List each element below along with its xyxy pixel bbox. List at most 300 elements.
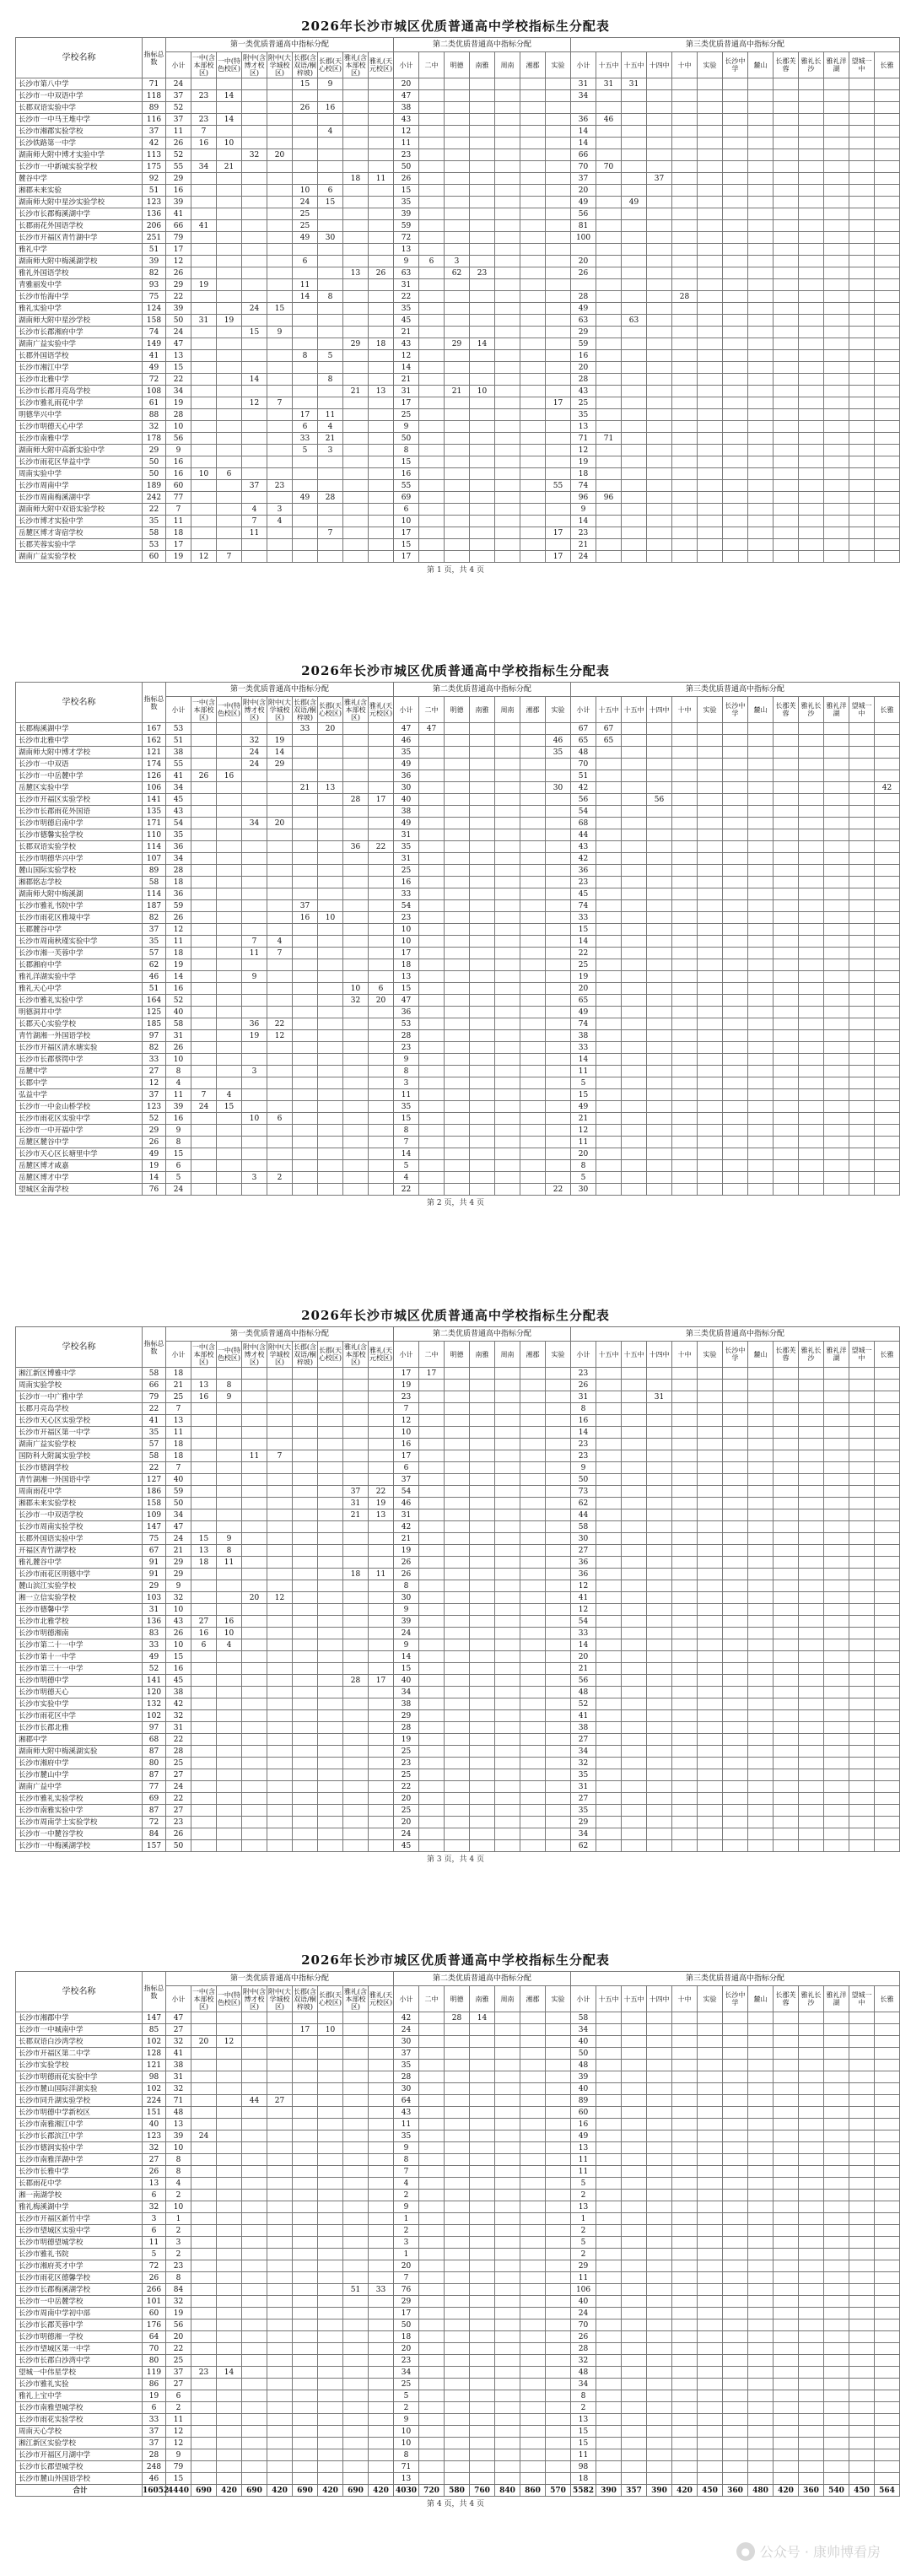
quota-cell: 17 xyxy=(546,397,571,409)
quota-cell xyxy=(875,2296,900,2308)
quota-cell xyxy=(369,971,394,983)
header-column: 南雅 xyxy=(470,1986,495,2012)
quota-cell xyxy=(774,1639,799,1651)
quota-cell xyxy=(495,1509,520,1521)
quota-cell xyxy=(520,2178,546,2190)
quota-cell xyxy=(875,2249,900,2260)
quota-cell xyxy=(293,2260,318,2272)
quota-cell: 23 xyxy=(191,114,217,126)
quota-cell xyxy=(698,1710,723,1722)
quota-cell xyxy=(799,173,824,185)
quota-cell xyxy=(596,1172,622,1184)
quota-cell xyxy=(470,2166,495,2178)
table-row xyxy=(16,1066,900,1077)
quota-cell xyxy=(242,232,267,244)
quota-cell xyxy=(318,924,343,936)
school-name-cell: 长沙市雅礼实验中学 xyxy=(16,995,143,1007)
quota-cell xyxy=(774,1710,799,1722)
quota-cell xyxy=(849,114,875,126)
quota-cell xyxy=(520,1148,546,1160)
quota-cell xyxy=(647,924,672,936)
quota-cell xyxy=(470,350,495,362)
quota-cell xyxy=(445,806,470,818)
quota-cell: 36 xyxy=(343,841,369,853)
quota-cell xyxy=(748,409,774,421)
quota-cell xyxy=(799,1172,824,1184)
quota-cell xyxy=(622,1030,647,1042)
school-name-cell: 长沙市湘府英才中学 xyxy=(16,2260,143,2272)
quota-cell xyxy=(343,185,369,197)
quota-cell xyxy=(495,948,520,959)
quota-cell xyxy=(419,1415,445,1427)
quota-cell xyxy=(369,350,394,362)
quota-cell xyxy=(774,1066,799,1077)
quota-cell: 5 xyxy=(571,1172,596,1184)
quota-cell xyxy=(242,102,267,114)
quota-cell xyxy=(774,1403,799,1415)
total-cell: 101 xyxy=(143,2296,166,2308)
quota-cell xyxy=(318,1403,343,1415)
total-cell: 29 xyxy=(143,1125,166,1137)
quota-cell xyxy=(369,2012,394,2024)
quota-cell xyxy=(875,1403,900,1415)
quota-cell xyxy=(774,2107,799,2119)
quota-cell xyxy=(369,78,394,90)
quota-cell: 6 xyxy=(217,468,242,480)
quota-cell xyxy=(698,1734,723,1746)
quota-cell xyxy=(495,2213,520,2225)
quota-cell xyxy=(799,1101,824,1113)
quota-cell xyxy=(267,114,293,126)
total-cell: 109 xyxy=(143,1509,166,1521)
total-cell: 85 xyxy=(143,2024,166,2036)
school-name-cell: 雅礼麓谷中学 xyxy=(16,1557,143,1569)
quota-cell xyxy=(596,516,622,527)
quota-cell xyxy=(875,1687,900,1698)
quota-cell xyxy=(875,1137,900,1148)
quota-cell xyxy=(849,397,875,409)
quota-cell xyxy=(723,841,748,853)
table-row xyxy=(16,2071,900,2083)
quota-cell xyxy=(774,2201,799,2213)
quota-cell xyxy=(723,1089,748,1101)
header-column: 周南 xyxy=(495,52,520,78)
quota-cell xyxy=(191,208,217,220)
quota-cell: 29 xyxy=(571,327,596,338)
quota-cell xyxy=(343,468,369,480)
quota-cell xyxy=(723,173,748,185)
quota-cell xyxy=(698,1403,723,1415)
quota-cell xyxy=(495,2130,520,2142)
quota-cell xyxy=(343,1089,369,1101)
quota-cell: 11 xyxy=(318,409,343,421)
quota-cell xyxy=(748,1628,774,1639)
quota-cell xyxy=(520,492,546,504)
quota-cell: 67 xyxy=(571,723,596,735)
quota-cell xyxy=(774,2213,799,2225)
quota-cell xyxy=(824,877,849,888)
quota-cell xyxy=(875,1722,900,1734)
quota-cell xyxy=(748,1687,774,1698)
table-row xyxy=(16,2296,900,2308)
quota-cell: 16 xyxy=(217,1616,242,1628)
quota-cell xyxy=(520,1498,546,1509)
quota-cell xyxy=(748,1639,774,1651)
quota-cell xyxy=(647,220,672,232)
quota-cell xyxy=(596,539,622,551)
quota-cell: 7 xyxy=(394,2166,419,2178)
quota-cell: 58 xyxy=(571,1521,596,1533)
quota-cell xyxy=(622,2260,647,2272)
quota-cell xyxy=(217,2213,242,2225)
quota-cell: 45 xyxy=(394,315,419,327)
quota-cell xyxy=(596,1604,622,1616)
quota-cell xyxy=(622,877,647,888)
quota-cell xyxy=(799,2249,824,2260)
quota-cell xyxy=(647,197,672,208)
quota-cell xyxy=(622,1781,647,1793)
quota-cell xyxy=(672,1439,698,1450)
quota-cell: 35 xyxy=(571,1769,596,1781)
quota-cell xyxy=(343,374,369,386)
total-cell: 57 xyxy=(143,1439,166,1450)
quota-cell xyxy=(698,1172,723,1184)
total-cell: 37 xyxy=(143,126,166,138)
quota-cell: 49 xyxy=(293,492,318,504)
quota-cell xyxy=(495,409,520,421)
quota-cell xyxy=(520,1054,546,1066)
quota-cell xyxy=(723,2083,748,2095)
quota-cell xyxy=(470,2260,495,2272)
quota-cell xyxy=(723,829,748,841)
quota-cell xyxy=(647,2107,672,2119)
quota-cell xyxy=(343,770,369,782)
quota-cell xyxy=(242,1391,267,1403)
quota-cell xyxy=(470,90,495,102)
quota-cell xyxy=(495,1580,520,1592)
header-column: 二中 xyxy=(419,1986,445,2012)
school-name-cell: 长沙市一中梅溪湖学校 xyxy=(16,1840,143,1852)
total-cell: 242 xyxy=(143,492,166,504)
quota-cell xyxy=(343,2130,369,2142)
quota-cell xyxy=(875,1007,900,1018)
quota-cell xyxy=(343,1781,369,1793)
quota-cell xyxy=(774,161,799,173)
quota-cell xyxy=(242,1663,267,1675)
quota-cell xyxy=(698,1758,723,1769)
quota-cell xyxy=(495,445,520,456)
quota-cell xyxy=(293,1758,318,1769)
quota-cell xyxy=(799,2237,824,2249)
quota-cell xyxy=(824,1769,849,1781)
quota-cell xyxy=(419,1557,445,1569)
header-column: 十五中 xyxy=(622,697,647,723)
quota-cell xyxy=(824,2036,849,2048)
quota-cell xyxy=(596,1793,622,1805)
quota-cell: 65 xyxy=(571,995,596,1007)
quota-cell xyxy=(470,1137,495,1148)
quota-cell xyxy=(596,374,622,386)
quota-cell xyxy=(622,2237,647,2249)
quota-cell xyxy=(470,1018,495,1030)
school-name-cell: 长沙市一中城南中学 xyxy=(16,2024,143,2036)
quota-cell: 3 xyxy=(242,1066,267,1077)
school-name-cell: 长沙市天心区长塘里中学 xyxy=(16,1148,143,1160)
quota-cell xyxy=(495,1651,520,1663)
quota-cell xyxy=(672,1557,698,1569)
quota-cell xyxy=(799,338,824,350)
quota-cell: 19 xyxy=(369,1498,394,1509)
quota-cell xyxy=(849,782,875,794)
quota-cell xyxy=(419,197,445,208)
quota-cell xyxy=(799,2154,824,2166)
quota-cell xyxy=(293,2201,318,2213)
quota-cell xyxy=(318,2237,343,2249)
quota-cell xyxy=(217,327,242,338)
quota-cell xyxy=(343,2060,369,2071)
quota-cell xyxy=(647,1077,672,1089)
quota-cell xyxy=(723,1391,748,1403)
quota-cell xyxy=(369,1184,394,1196)
quota-cell xyxy=(647,2142,672,2154)
quota-cell xyxy=(723,1746,748,1758)
quota-cell xyxy=(267,1498,293,1509)
header-column: 十中 xyxy=(672,52,698,78)
quota-cell xyxy=(799,1018,824,1030)
quota-cell xyxy=(672,888,698,900)
quota-cell xyxy=(546,468,571,480)
quota-cell xyxy=(799,1054,824,1066)
quota-cell xyxy=(495,256,520,267)
quota-cell: 25 xyxy=(166,1758,191,1769)
quota-cell xyxy=(343,818,369,829)
quota-cell xyxy=(520,291,546,303)
quota-cell: 33 xyxy=(293,433,318,445)
quota-cell xyxy=(293,1439,318,1450)
quota-cell xyxy=(293,1137,318,1148)
quota-cell xyxy=(824,197,849,208)
total-cell: 157 xyxy=(143,1840,166,1852)
quota-cell xyxy=(799,161,824,173)
quota-cell xyxy=(596,480,622,492)
quota-cell xyxy=(318,936,343,948)
total-cell: 72 xyxy=(143,2260,166,2272)
quota-cell xyxy=(774,1054,799,1066)
quota-cell: 29 xyxy=(343,338,369,350)
quota-cell xyxy=(748,2225,774,2237)
quota-cell xyxy=(242,161,267,173)
quota-cell xyxy=(318,1184,343,1196)
quota-cell xyxy=(849,256,875,267)
quota-cell xyxy=(647,1758,672,1769)
quota-cell xyxy=(191,971,217,983)
quota-cell xyxy=(445,1042,470,1054)
quota-cell xyxy=(470,2060,495,2071)
quota-cell xyxy=(672,78,698,90)
quota-cell xyxy=(546,327,571,338)
quota-cell: 7 xyxy=(166,1462,191,1474)
total-cell: 126 xyxy=(143,770,166,782)
quota-cell xyxy=(293,1007,318,1018)
quota-cell xyxy=(445,2296,470,2308)
quota-cell xyxy=(495,551,520,563)
quota-cell: 15 xyxy=(166,1651,191,1663)
quota-cell xyxy=(849,220,875,232)
quota-cell xyxy=(723,374,748,386)
quota-cell xyxy=(748,2154,774,2166)
quota-cell xyxy=(774,232,799,244)
quota-cell: 27 xyxy=(166,2024,191,2036)
page-title: 2026年长沙市城区优质普通高中学校指标生分配表 xyxy=(301,19,610,34)
quota-cell xyxy=(495,208,520,220)
quota-cell xyxy=(748,315,774,327)
quota-cell: 37 xyxy=(293,900,318,912)
quota-cell: 13 xyxy=(166,350,191,362)
quota-cell xyxy=(470,527,495,539)
quota-cell: 47 xyxy=(166,338,191,350)
quota-cell xyxy=(799,480,824,492)
quota-cell xyxy=(748,794,774,806)
table-row xyxy=(16,2260,900,2272)
quota-cell xyxy=(318,267,343,279)
school-name-cell: 长沙市雨花区德馨学校 xyxy=(16,2272,143,2284)
quota-cell xyxy=(774,2284,799,2296)
quota-cell xyxy=(622,220,647,232)
quota-cell xyxy=(799,1746,824,1758)
quota-cell: 14 xyxy=(571,1427,596,1439)
school-name-cell: 青雅丽发中学 xyxy=(16,279,143,291)
quota-cell xyxy=(318,1557,343,1569)
school-name-cell: 长沙市周南实验学校 xyxy=(16,1521,143,1533)
quota-cell xyxy=(318,2190,343,2201)
quota-cell xyxy=(723,126,748,138)
quota-cell: 56 xyxy=(166,2319,191,2331)
quota-cell xyxy=(748,924,774,936)
quota-cell xyxy=(369,2237,394,2249)
quota-cell xyxy=(191,1172,217,1184)
quota-cell xyxy=(723,338,748,350)
quota-cell: 59 xyxy=(394,220,419,232)
quota-cell xyxy=(520,2308,546,2319)
quota-cell xyxy=(217,971,242,983)
quota-cell xyxy=(369,1077,394,1089)
quota-cell xyxy=(318,983,343,995)
quota-cell xyxy=(217,1450,242,1462)
quota-cell xyxy=(647,912,672,924)
quota-cell xyxy=(824,90,849,102)
quota-cell xyxy=(875,78,900,90)
quota-cell xyxy=(647,2308,672,2319)
quota-cell xyxy=(470,1840,495,1852)
quota-cell xyxy=(445,516,470,527)
quota-cell: 49 xyxy=(571,1007,596,1018)
quota-cell xyxy=(698,1663,723,1675)
quota-cell xyxy=(622,1722,647,1734)
quota-cell xyxy=(698,1639,723,1651)
quota-cell xyxy=(470,971,495,983)
quota-cell: 16 xyxy=(293,912,318,924)
quota-cell xyxy=(293,747,318,759)
table-row xyxy=(16,539,900,551)
quota-cell xyxy=(217,102,242,114)
quota-cell xyxy=(774,2012,799,2024)
quota-cell xyxy=(748,1805,774,1817)
quota-cell xyxy=(622,338,647,350)
quota-cell xyxy=(799,1805,824,1817)
quota-cell: 5 xyxy=(571,2237,596,2249)
quota-cell xyxy=(445,456,470,468)
quota-cell: 36 xyxy=(571,1569,596,1580)
quota-cell: 5 xyxy=(293,445,318,456)
quota-cell xyxy=(698,2190,723,2201)
quota-cell xyxy=(698,2260,723,2272)
quota-cell xyxy=(672,723,698,735)
quota-cell xyxy=(445,1137,470,1148)
quota-cell xyxy=(622,445,647,456)
quota-cell: 76 xyxy=(394,2284,419,2296)
quota-cell xyxy=(267,1569,293,1580)
quota-cell xyxy=(849,1746,875,1758)
quota-cell xyxy=(369,232,394,244)
quota-cell xyxy=(470,794,495,806)
total-cell: 189 xyxy=(143,480,166,492)
quota-cell xyxy=(596,1710,622,1722)
quota-cell xyxy=(369,948,394,959)
quota-cell xyxy=(191,197,217,208)
quota-cell xyxy=(242,983,267,995)
school-name-cell: 长沙市长郡白沙湾中学 xyxy=(16,2355,143,2367)
quota-cell xyxy=(596,2201,622,2213)
quota-cell xyxy=(723,1817,748,1828)
table-row xyxy=(16,1450,900,1462)
quota-cell xyxy=(774,350,799,362)
quota-cell xyxy=(369,1368,394,1380)
quota-cell xyxy=(293,995,318,1007)
quota-cell xyxy=(698,948,723,959)
quota-cell xyxy=(267,279,293,291)
quota-cell xyxy=(293,161,318,173)
quota-cell xyxy=(242,1616,267,1628)
quota-cell xyxy=(419,173,445,185)
quota-cell xyxy=(470,1042,495,1054)
quota-cell xyxy=(698,853,723,865)
quota-cell xyxy=(824,2237,849,2249)
quota-cell xyxy=(546,2166,571,2178)
quota-cell xyxy=(520,794,546,806)
quota-cell xyxy=(419,2213,445,2225)
quota-cell xyxy=(267,102,293,114)
table-row xyxy=(16,445,900,456)
quota-cell xyxy=(419,2154,445,2166)
header-column: 长雅 xyxy=(875,52,900,78)
quota-cell xyxy=(672,2119,698,2130)
quota-cell: 9 xyxy=(394,256,419,267)
table-row xyxy=(16,374,900,386)
quota-cell xyxy=(369,1687,394,1698)
quota-cell xyxy=(799,445,824,456)
quota-cell xyxy=(799,971,824,983)
quota-cell xyxy=(470,2178,495,2190)
quota-cell xyxy=(520,924,546,936)
quota-cell xyxy=(672,2012,698,2024)
quota-cell: 7 xyxy=(394,1137,419,1148)
quota-cell xyxy=(748,1054,774,1066)
quota-cell xyxy=(672,2095,698,2107)
quota-cell xyxy=(419,865,445,877)
quota-cell xyxy=(369,138,394,149)
quota-cell xyxy=(445,185,470,197)
header-column: 明德 xyxy=(445,1342,470,1368)
